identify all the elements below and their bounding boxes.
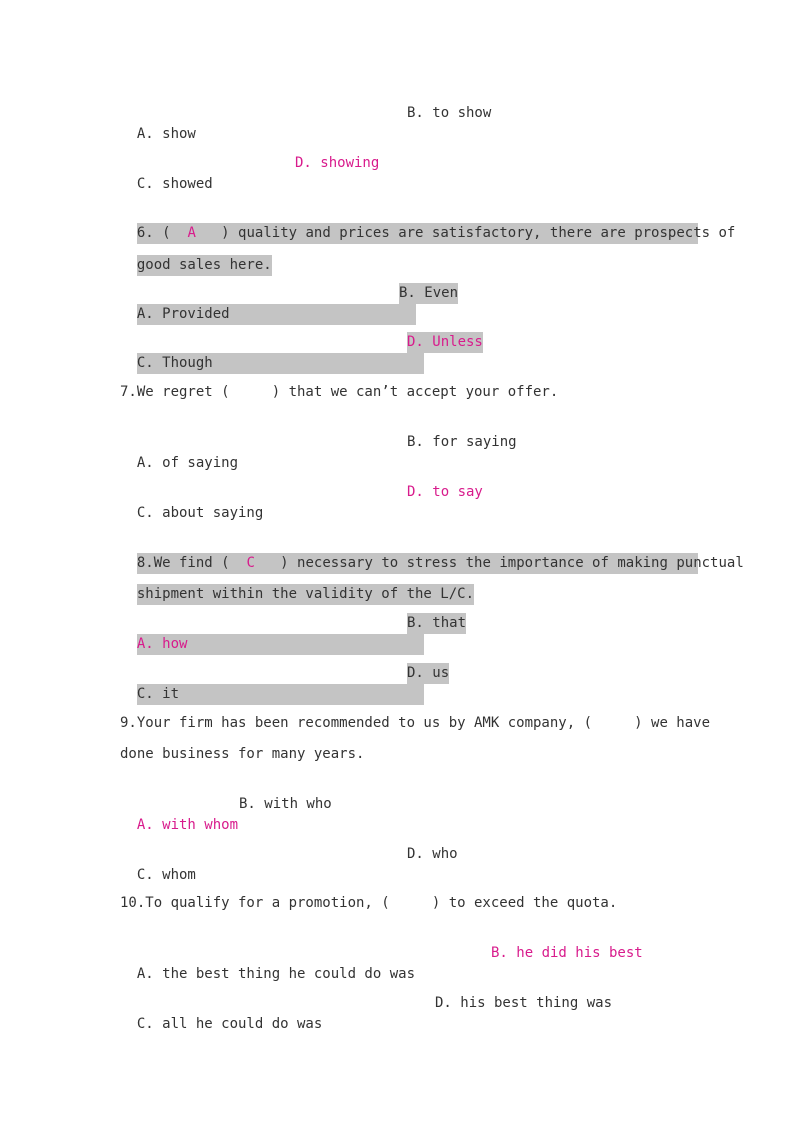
- q5-option-b: B. to show: [407, 105, 492, 121]
- q7-option-c: C. about saying: [136, 505, 264, 521]
- q8-option-a: A. how: [137, 634, 424, 655]
- q10-option-b: B. he did his best: [491, 945, 643, 961]
- q7-option-b: B. for saying: [407, 434, 517, 450]
- q6-stem-line-1: [120, 202, 736, 241]
- q6-option-c: C. Though: [137, 353, 424, 374]
- q10-option-d: D. his best thing was: [435, 995, 613, 1011]
- q8-stem-text-1: necessary to stress the importance of making punctual: [297, 555, 744, 571]
- q6-option-b: B. Even: [399, 283, 458, 304]
- q6-close-paren: ): [221, 225, 230, 241]
- q6-options-cd: [120, 332, 680, 371]
- q9-options-cd: [120, 844, 680, 883]
- q5-options-ab: [120, 103, 680, 142]
- q6-option-a: A. Provided: [137, 304, 416, 325]
- q10-option-a: A. the best thing he could do was: [136, 966, 416, 982]
- q7-options-ab: [120, 432, 680, 471]
- q9-options-ab: [120, 794, 680, 833]
- q8-options-ab: [120, 613, 680, 652]
- q8-option-b: B. that: [407, 613, 466, 634]
- q5-options-cd: [120, 153, 680, 192]
- q8-options-cd: [120, 663, 680, 702]
- q6-stem-text-1: quality and prices are satisfactory, there are prospects of: [238, 225, 736, 241]
- q6-stem-line-2: [120, 234, 272, 273]
- q8-stem-line-2: [120, 563, 475, 602]
- q9-stem-line-1: 9.Your firm has been recommended to us by AMK company, ( ) we have: [120, 715, 711, 731]
- q9-option-c: C. whom: [136, 867, 196, 883]
- q6-answer: A: [187, 225, 196, 241]
- q8-close-paren: ): [280, 555, 289, 571]
- q5-option-d: D. showing: [295, 155, 380, 171]
- q8-option-c: C. it: [137, 684, 424, 705]
- q10-option-c: C. all he could do was: [136, 1016, 323, 1032]
- q7-option-a: A. of saying: [136, 455, 239, 471]
- q8-stem-line-1: [120, 532, 744, 571]
- q9-stem-line-2: done business for many years.: [120, 746, 365, 762]
- q8-number: 8.We find (: [136, 555, 230, 571]
- q9-option-a: A. with whom: [136, 817, 239, 833]
- q10-options-ab: [120, 943, 680, 982]
- q7-stem: 7.We regret ( ) that we can’t accept your offer.: [120, 384, 559, 400]
- q8-stem-text-2: shipment within the validity of the L/C.: [137, 584, 474, 605]
- q10-stem: 10.To qualify for a promotion, ( ) to exceed the quota.: [120, 895, 618, 911]
- q5-option-c: C. showed: [136, 176, 213, 192]
- q8-option-d: D. us: [407, 663, 449, 684]
- q6-stem-text-2: good sales here.: [137, 255, 272, 276]
- q10-options-cd: [120, 993, 680, 1032]
- q7-options-cd: [120, 482, 680, 521]
- q9-option-b: B. with who: [239, 796, 332, 812]
- q6-options-ab: [120, 283, 680, 322]
- q6-number: 6. (: [136, 225, 171, 241]
- q6-option-d: D. Unless: [407, 332, 483, 353]
- q8-answer: C: [246, 555, 255, 571]
- q7-option-d: D. to say: [407, 484, 483, 500]
- q5-option-a: A. show: [136, 126, 196, 142]
- q9-option-d: D. who: [407, 846, 458, 862]
